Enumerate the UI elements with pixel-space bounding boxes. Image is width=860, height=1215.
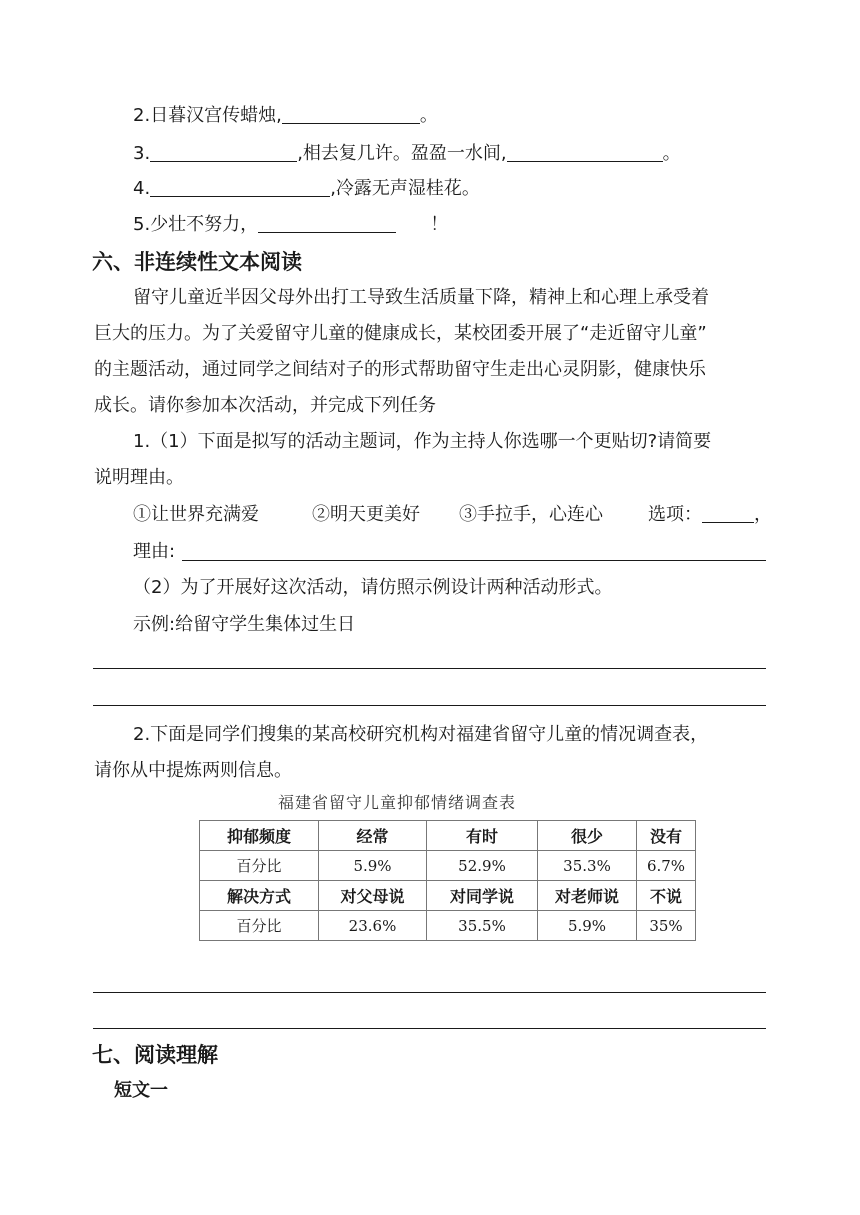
poem-num: 3. bbox=[133, 143, 151, 164]
row-header-cell: 百分比 bbox=[200, 851, 319, 881]
option-3: ③手拉手，心连心 bbox=[459, 504, 603, 525]
poem-text: 。 bbox=[419, 105, 438, 126]
answer-line[interactable] bbox=[93, 705, 766, 706]
row-header-cell: 抑郁频度 bbox=[200, 821, 319, 851]
poem-line-5 bbox=[133, 213, 448, 237]
table-cell: 6.7% bbox=[637, 851, 696, 881]
table-cell: 23.6% bbox=[319, 911, 427, 941]
table-cell: 35.3% bbox=[538, 851, 637, 881]
section-7-title: 七、阅读理解 bbox=[92, 1043, 218, 1067]
answer-line[interactable] bbox=[93, 668, 766, 669]
table-cell: 对老师说 bbox=[538, 881, 637, 911]
answer-blank[interactable] bbox=[507, 143, 663, 162]
poem-line-4 bbox=[133, 177, 480, 201]
poem-num: 4. bbox=[133, 178, 151, 199]
question-1-line: 1.（1）下面是拟写的活动主题词，作为主持人你选哪一个更贴切?请简要 bbox=[133, 431, 712, 452]
table-row bbox=[200, 821, 696, 851]
table-row bbox=[200, 911, 696, 941]
table-row bbox=[200, 881, 696, 911]
table-cell: 有时 bbox=[427, 821, 538, 851]
poem-text: 。 bbox=[662, 143, 681, 164]
table-cell: 经常 bbox=[319, 821, 427, 851]
reason-blank[interactable] bbox=[182, 560, 766, 561]
table-cell: 5.9% bbox=[319, 851, 427, 881]
poem-text: 日暮汉宫传蜡烛, bbox=[150, 105, 282, 126]
question-2-line: 请你从中提炼两则信息。 bbox=[94, 760, 292, 781]
select-label-text: 选项： bbox=[648, 504, 702, 525]
poem-text: ,冷露无声湿桂花。 bbox=[330, 178, 480, 199]
select-label bbox=[648, 503, 772, 527]
survey-table bbox=[199, 820, 696, 941]
poem-line-2 bbox=[133, 104, 438, 128]
table-cell: 对同学说 bbox=[427, 881, 538, 911]
select-blank[interactable] bbox=[702, 504, 754, 523]
table-cell: 35.5% bbox=[427, 911, 538, 941]
table-caption: 福建省留守儿童抑郁情绪调查表 bbox=[278, 793, 517, 812]
example-text: 示例:给留守学生集体过生日 bbox=[133, 614, 356, 635]
poem-text: 少壮不努力， bbox=[150, 214, 259, 235]
poem-text: ,相去复几许。盈盈一水间, bbox=[297, 143, 507, 164]
question-2-line: 2.下面是同学们搜集的某高校研究机构对福建省留守儿童的情况调查表， bbox=[133, 724, 709, 745]
intro-line: 的主题活动，通过同学之间结对子的形式帮助留守生走出心灵阴影，健康快乐 bbox=[94, 359, 706, 380]
table-cell: 对父母说 bbox=[319, 881, 427, 911]
poem-text: ！ bbox=[430, 214, 449, 235]
table-cell: 52.9% bbox=[427, 851, 538, 881]
table-row bbox=[200, 851, 696, 881]
section-6-title: 六、非连续性文本阅读 bbox=[92, 250, 302, 274]
answer-blank[interactable] bbox=[150, 143, 297, 162]
select-comma: ， bbox=[754, 504, 772, 525]
row-header-cell: 解决方式 bbox=[200, 881, 319, 911]
poem-num: 2. bbox=[133, 105, 151, 126]
table-cell: 5.9% bbox=[538, 911, 637, 941]
answer-blank[interactable] bbox=[258, 214, 396, 233]
option-2: ②明天更美好 bbox=[312, 504, 420, 525]
intro-line: 留守儿童近半因父母外出打工导致生活质量下降，精神上和心理上承受着 bbox=[133, 287, 709, 308]
answer-line[interactable] bbox=[93, 1028, 766, 1029]
answer-line[interactable] bbox=[93, 992, 766, 993]
reason-label: 理由: bbox=[133, 541, 176, 562]
passage-title: 短文一 bbox=[114, 1080, 168, 1101]
intro-line: 巨大的压力。为了关爱留守儿童的健康成长，某校团委开展了“走近留守儿童” bbox=[94, 323, 707, 344]
answer-blank[interactable] bbox=[150, 178, 330, 197]
poem-line-3 bbox=[133, 142, 681, 166]
table-cell: 很少 bbox=[538, 821, 637, 851]
option-1: ①让世界充满爱 bbox=[133, 504, 259, 525]
poem-num: 5. bbox=[133, 214, 151, 235]
intro-line: 成长。请你参加本次活动，并完成下列任务 bbox=[94, 395, 436, 416]
question-1-2: （2）为了开展好这次活动，请仿照示例设计两种活动形式。 bbox=[133, 577, 613, 598]
table-cell: 不说 bbox=[637, 881, 696, 911]
table-cell: 35% bbox=[637, 911, 696, 941]
table-cell: 没有 bbox=[637, 821, 696, 851]
question-1-line: 说明理由。 bbox=[94, 467, 184, 488]
row-header-cell: 百分比 bbox=[200, 911, 319, 941]
answer-blank[interactable] bbox=[282, 105, 420, 124]
